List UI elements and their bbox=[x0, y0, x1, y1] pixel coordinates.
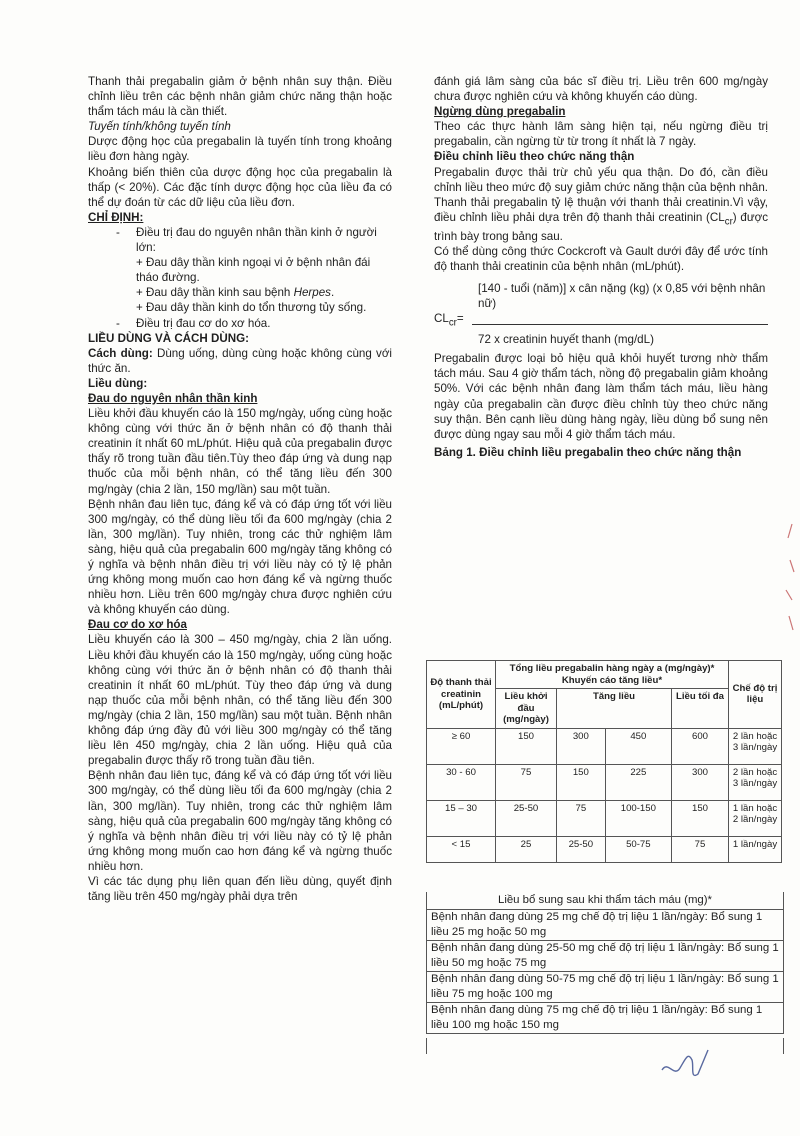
header-total-dose: Tổng liều pregabalin hàng ngày a (mg/ngày)* Khuyến cáo tăng liều* bbox=[496, 661, 729, 689]
indication-item: - Điều trị đau do nguyên nhân thần kinh ở người lớn: bbox=[116, 225, 377, 255]
fibromyalgia-heading: Đau cơ do xơ hóa bbox=[88, 618, 187, 632]
neuropathic-dose-paragraph: Liều khởi đầu khuyến cáo là 150 mg/ngày, uống cùng hoặc không cùng với thức ăn ở bệnh nhân có độ thanh thải creatinin ít nhất 60 mL/phút. Hiệu quả của pregabalin được thấy rõ trong tuần đầu tiên.Tùy theo đáp ứng và dung nạp thuốc của mỗi bệnh nhân, có thể tăng liều đến 300 mg/ngày (chia 2 lần, 150 mg/lần) sau một tuần. bbox=[88, 407, 392, 496]
renal-adjustment-paragraph: Pregabalin được thải trừ chủ yếu qua thận. Do đó, cần điều chỉnh liều theo mức độ suy giảm chức năng thận của bệnh nhân. Thanh thải pregabalin tỷ lệ thuận với thanh thải creatinin.Vì vậy, điều chỉnh liều phải dựa trên độ thanh thải creatinin $(CL_{cr})$ được trình bày trong bảng sau. bbox=[434, 165, 768, 244]
indication-item: - Điều trị đau cơ do xơ hóa. bbox=[116, 316, 271, 330]
discontinuation-paragraph: Theo các thực hành lâm sàng hiện tại, nếu ngừng điều trị pregabalin, cần ngừng từ từ trong ít nhất là 7 ngày. bbox=[434, 120, 768, 149]
formula-line bbox=[434, 311, 768, 330]
header-clcr: Độ thanh thải creatinin (mL/phút) bbox=[427, 661, 496, 729]
supplemental-dose-box bbox=[426, 892, 784, 1034]
left-column bbox=[88, 74, 392, 904]
continued-paragraph: đánh giá lâm sàng của bác sĩ điều trị. Liều trên 600 mg/ngày chưa được nghiên cứu và không khuyến cáo dùng. bbox=[434, 75, 768, 104]
renal-clearance-paragraph: Thanh thải pregabalin giảm ở bệnh nhân suy thận. Điều chỉnh liều trên các bệnh nhân giảm chức năng thận hoặc thẩm tách máu là cần thiết. bbox=[88, 75, 392, 119]
neuropathic-pain-heading: Đau do nguyên nhân thần kinh bbox=[88, 391, 258, 405]
formula-denominator: 72 x creatinin huyết thanh (mg/dL) bbox=[478, 333, 654, 347]
indication-subitem: + Đau dây thần kinh ngoại vi ở bệnh nhân đái tháo đường. bbox=[136, 256, 371, 285]
signature-icon bbox=[654, 1030, 714, 1090]
formula-numerator: [140 - tuổi (năm)] x cân nặng (kg) (x 0,85 với bệnh nhân nữ) bbox=[478, 281, 766, 310]
list-item: Bệnh nhân đang dùng 25 mg chế độ trị liệu 1 lần/ngày: Bổ sung 1 liều 25 mg hoặc 50 mg bbox=[427, 910, 783, 941]
header-max-dose: Liều tối đa bbox=[672, 689, 729, 729]
fibromyalgia-max-paragraph: Bệnh nhân đau liên tục, đáng kể và có đáp ứng tốt với liều 300 mg/ngày, có thể dùng liều tối đa 600 mg/ngày (chia 2 lần, 300 mg/lần). Tuy nhiên, trong các thử nghiệm lâm sàng, hiệu quả của pregabalin 600 mg/ngày tăng không có ý nghĩa và bệnh nhân điều trị với liều này có tỷ lệ phản ứng không mong muốn cao hơn đáng kể và ngừng thuốc nhiều hơn. bbox=[88, 769, 392, 873]
list-item: Bệnh nhân đang dùng 25-50 mg chế độ trị liệu 1 lần/ngày: Bổ sung 1 liều 50 mg hoặc 75 mg bbox=[427, 941, 783, 972]
indication-subitem: + Đau dây thần kinh sau bệnh Herpes. bbox=[136, 286, 335, 300]
header-increase: Tăng liều bbox=[557, 689, 672, 729]
table-row: 30 - 60 75 150 225 300 2 lần hoặc 3 lần/ngày bbox=[427, 764, 782, 800]
table-caption: Bảng 1. Điều chỉnh liều pregabalin theo chức năng thận bbox=[434, 445, 742, 459]
cockcroft-gault-paragraph: Có thể dùng công thức Cockcroft và Gault dưới đây để ước tính độ thanh thải creatinin của bệnh nhân (mL/phút). bbox=[434, 245, 768, 274]
indications-heading: CHỈ ĐỊNH: bbox=[88, 210, 144, 224]
dosage-heading: LIỀU DÙNG VÀ CÁCH DÙNG: bbox=[88, 331, 250, 345]
discontinuation-heading: Ngừng dùng pregabalin bbox=[434, 105, 566, 119]
list-item: Bệnh nhân đang dùng 75 mg chế độ trị liệu 1 lần/ngày: Bổ sung 1 liều 100 mg hoặc 150 mg bbox=[431, 1004, 763, 1031]
fibromyalgia-dose-paragraph: Liều khuyến cáo là 300 – 450 mg/ngày, chia 2 lần uống. Liều khởi đầu khuyến cáo là 150 mg/ngày, uống cùng hoặc không cùng với thức ăn ở bệnh nhân có độ thanh thải creatinin ít nhất 60 mL/phút. Tùy theo đáp ứng và dung nạp thuốc của mỗi bệnh nhân, có thể tăng liều đến 300 mg/ngày (chia 2 lần, 150 mg/lần) sau một tuần. Bệnh nhân không đáp ứng đầy đủ với liều 300 mg/ngày có thể tăng liều lên 450 mg/ngày, chia 2 lần uống. Hiệu quả của pregabalin được thấy rõ trong tuần đầu tiên. bbox=[88, 633, 392, 768]
formula-lhs: $CL_{cr}=$ bbox=[434, 311, 464, 329]
dose-decision-paragraph: Vì các tác dụng phụ liên quan đến liều dùng, quyết định tăng liều trên 450 mg/ngày phải dựa trên bbox=[88, 874, 392, 904]
table-row: < 15 25 25-50 50-75 75 1 lần/ngày bbox=[427, 836, 782, 862]
indication-subitem: + Đau dây thần kinh do tổn thương tủy sống. bbox=[136, 301, 367, 315]
renal-dose-table bbox=[426, 660, 782, 863]
linearity-paragraph: Dược động học của pregabalin là tuyến tính trong khoảng liều đơn hàng ngày. bbox=[88, 135, 392, 164]
fraction-bar bbox=[472, 323, 768, 325]
stamp-edge-icon bbox=[780, 520, 798, 640]
renal-adjustment-heading: Điều chỉnh liều theo chức năng thận bbox=[434, 150, 635, 164]
header-regimen: Chế độ trị liệu bbox=[729, 661, 782, 729]
table-row: 15 – 30 25-50 75 100-150 150 1 lần hoặc 2 lần/ngày bbox=[427, 800, 782, 836]
linearity-subheading: Tuyến tính/không tuyến tính bbox=[88, 120, 231, 134]
table-header-row bbox=[427, 661, 782, 689]
supplemental-title: Liều bổ sung sau khi thẩm tách máu (mg)* bbox=[427, 892, 783, 910]
list-item: Bệnh nhân đang dùng 50-75 mg chế độ trị liệu 1 lần/ngày: Bổ sung 1 liều 75 mg hoặc 100 mg bbox=[427, 972, 783, 1003]
dash-marker: - bbox=[116, 225, 120, 239]
administration-paragraph: Cách dùng: Dùng uống, dùng cùng hoặc không cùng với thức ăn. bbox=[88, 346, 392, 375]
dose-subheading: Liều dùng: bbox=[88, 376, 148, 390]
header-start-dose: Liều khởi đầu (mg/ngày) bbox=[496, 689, 557, 729]
variability-paragraph: Khoảng biến thiên của dược động học của pregabalin là thấp (< 20%). Các đặc tính dược động học của liều đa có thể dự đoán từ các dữ liệu của liều đơn. bbox=[88, 165, 392, 209]
right-column bbox=[434, 74, 768, 460]
table-frame-extension bbox=[426, 1038, 784, 1054]
dash-marker: - bbox=[116, 316, 120, 330]
neuropathic-max-paragraph: Bệnh nhân đau liên tục, đáng kể và có đáp ứng tốt với liều 300 mg/ngày, có thể dùng liều tối đa 600 mg/ngày (chia 2 lần, 300 mg/lần). Tuy nhiên, trong các thử nghiệm lâm sàng, hiệu quả của pregabalin 600 mg/ngày tăng không có ý nghĩa và bệnh nhân điều trị với liều này có tỷ lệ phản ứng không mong muốn cao hơn đáng kể và ngừng thuốc nhiều hơn. Liều trên 600 mg/ngày chưa được nghiên cứu và không khuyến cáo dùng. bbox=[88, 497, 392, 617]
hemodialysis-paragraph: Pregabalin được loại bỏ hiệu quả khỏi huyết tương nhờ thẩm tách máu. Sau 4 giờ thẩm tách, nồng độ pregabalin giảm khoảng 50%. Với các bệnh nhân đang làm thẩm tách máu, liều hàng ngày của pregabalin cần được điều chỉnh tùy theo chức năng suy thận. Bên cạnh liều dùng hàng ngày, liều dùng bổ sung nên được dùng ngay sau mỗi 4 giờ thẩm tách máu. bbox=[434, 352, 768, 441]
table-row: ≥ 60 150 300 450 600 2 lần hoặc 3 lần/ngày bbox=[427, 728, 782, 764]
